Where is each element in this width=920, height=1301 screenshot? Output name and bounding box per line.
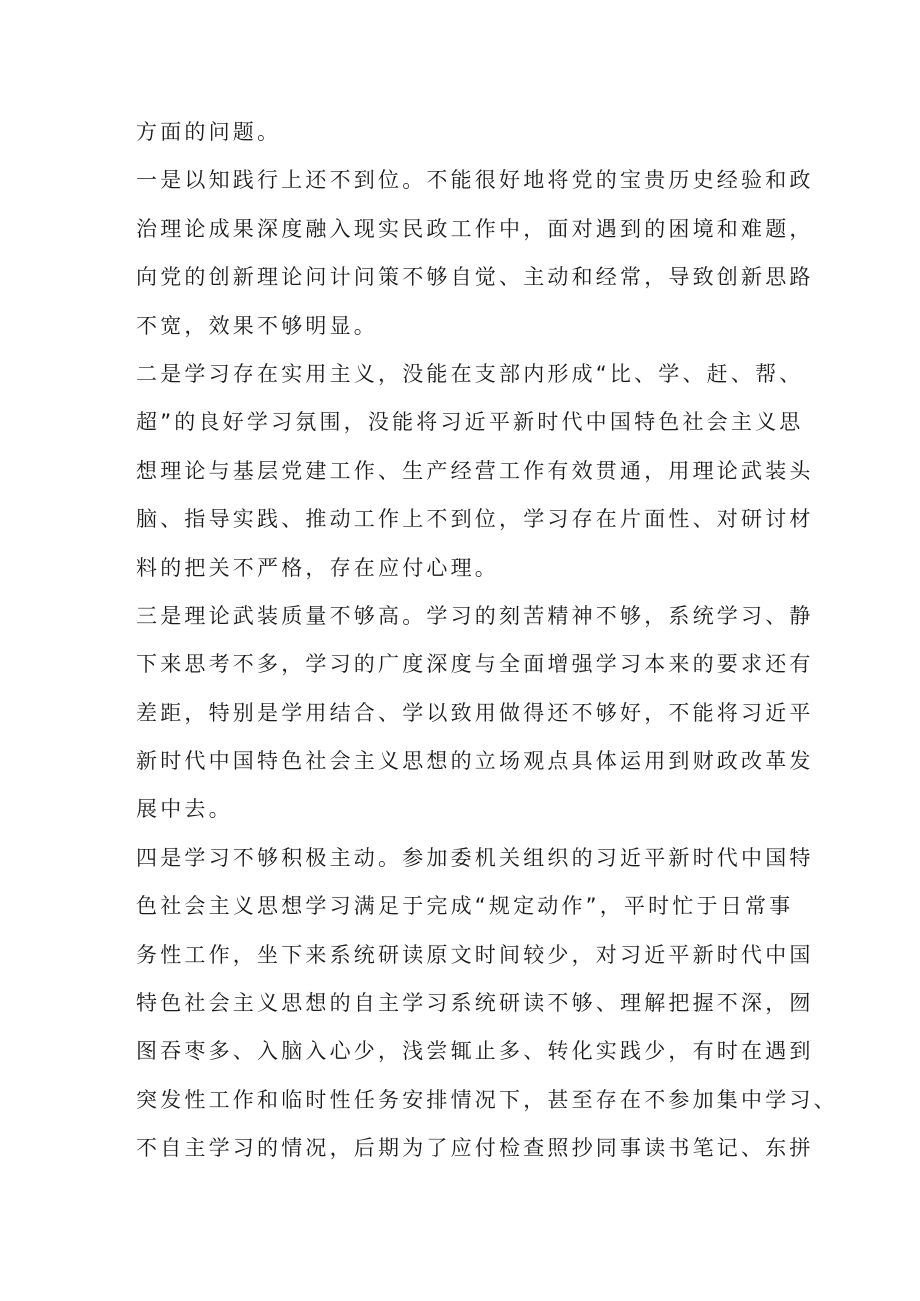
text-line: 一是以知践行上还不到位。不能很好地将党的宝贵历史经验和政 [136,168,814,193]
text-line: 料的把关不严格，存在应付心理。 [136,555,499,580]
text-line: 新时代中国特色社会主义思想的立场观点具体运用到财政改革发 [136,749,814,774]
text-line: 图吞枣多、入脑入心少，浅尝辄止多、转化实践少，有时在遇到 [136,1039,814,1064]
text-line: 下来思考不多，学习的广度深度与全面增强学习本来的要求还有 [136,652,814,677]
text-line: 脑、指导实践、推动工作上不到位，学习存在片面性、对研讨材 [136,507,814,532]
document-body [136,108,838,1173]
text-line: 向党的创新理论问计问策不够自觉、主动和经常，导致创新思路 [136,265,814,290]
text-line: 特色社会主义思想的自主学习系统研读不够、理解把握不深，囫 [136,991,814,1016]
text-line: 不自主学习的情况，后期为了应付检查照抄同事读书笔记、东拼 [136,1136,814,1161]
text-line: 务性工作，坐下来系统研读原文时间较少，对习近平新时代中国 [136,942,814,967]
text-line: 展中去。 [136,797,233,822]
text-line: 方面的问题。 [136,120,282,144]
text-line: 突发性工作和临时性任务安排情况下，甚至存在不参加集中学习、 [136,1087,838,1112]
text-line: 色社会主义思想学习满足于完成“规定动作”，平时忙于日常事 [136,894,794,919]
text-line: 二是学习存在实用主义，没能在支部内形成“比、学、赶、帮、 [136,361,804,386]
text-line: 治理论成果深度融入现实民政工作中，面对遇到的困境和难题， [136,216,814,241]
text-line: 三是理论武装质量不够高。学习的刻苦精神不够，系统学习、静 [136,603,814,628]
text-line: 超”的良好学习氛围，没能将习近平新时代中国特色社会主义思 [136,410,804,435]
text-line: 想理论与基层党建工作、生产经营工作有效贯通，用理论武装头 [136,458,814,483]
text-line: 四是学习不够积极主动。参加委机关组织的习近平新时代中国特 [136,845,814,870]
text-line: 不宽，效果不够明显。 [136,313,378,338]
text-line: 差距，特别是学用结合、学以致用做得还不够好，不能将习近平 [136,700,814,725]
